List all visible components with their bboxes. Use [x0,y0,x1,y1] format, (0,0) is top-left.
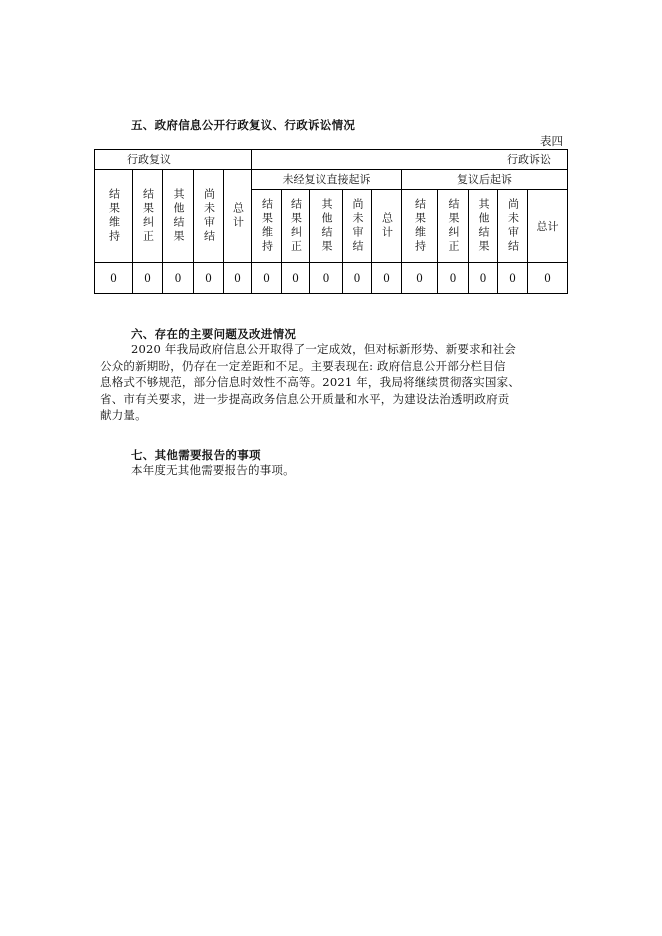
cell: 0 [372,263,402,294]
col-direct-corrected: 结果纠正 [282,190,310,263]
table-tag: 表四 [540,134,563,148]
section6-line3: 息格式不够规范，部分信息时效性不高等。2021 年，我局将继续贯彻落实国家、 [100,375,521,389]
header-admin-review: 行政复议 [95,150,252,170]
cell: 0 [224,263,252,294]
section6-title: 六、存在的主要问题及改进情况 [131,327,297,341]
table-row [95,263,568,294]
section7-text: 本年度无其他需要报告的事项。 [131,463,295,477]
col-review-total: 总计 [224,170,252,263]
section6-line1: 2020 年我局政府信息公开取得了一定成效，但对标新形势、新要求和社会 [131,342,516,356]
col-direct-upheld: 结果维持 [252,190,282,263]
section5-title: 五、政府信息公开行政复议、行政诉讼情况 [131,118,356,132]
cell: 0 [498,263,528,294]
cell: 0 [95,263,133,294]
cell: 0 [402,263,438,294]
cell: 0 [163,263,194,294]
col-after-upheld: 结果维持 [402,190,438,263]
cell: 0 [194,263,224,294]
cell: 0 [282,263,310,294]
col-review-corrected: 结果纠正 [133,170,163,263]
col-review-upheld: 结果维持 [95,170,133,263]
col-after-pending: 尚未审结 [498,190,528,263]
col-direct-other: 其他结果 [310,190,343,263]
review-litigation-table [94,149,568,294]
cell: 0 [310,263,343,294]
section6-line2: 公众的新期盼，仍存在一定差距和不足。主要表现在: 政府信息公开部分栏目信 [100,359,506,373]
cell: 0 [528,263,568,294]
cell: 0 [343,263,372,294]
section6-line5: 献力量。 [100,408,147,422]
section7-title: 七、其他需要报告的事项 [131,448,261,462]
col-after-other: 其他结果 [469,190,498,263]
cell: 0 [438,263,469,294]
col-direct-pending: 尚未审结 [343,190,372,263]
col-review-other: 其他结果 [163,170,194,263]
col-review-pending: 尚未审结 [194,170,224,263]
section6-line4: 省、市有关要求，进一步提高政务信息公开质量和水平，为建设法治透明政府贡 [100,392,510,406]
cell: 0 [252,263,282,294]
col-after-corrected: 结果纠正 [438,190,469,263]
col-after-total: 总计 [528,190,568,263]
header-admin-litigation: 行政诉讼 [252,150,568,170]
header-after-review-suit: 复议后起诉 [402,170,568,190]
col-direct-total: 总计 [372,190,402,263]
cell: 0 [133,263,163,294]
header-direct-suit: 未经复议直接起诉 [252,170,402,190]
cell: 0 [469,263,498,294]
